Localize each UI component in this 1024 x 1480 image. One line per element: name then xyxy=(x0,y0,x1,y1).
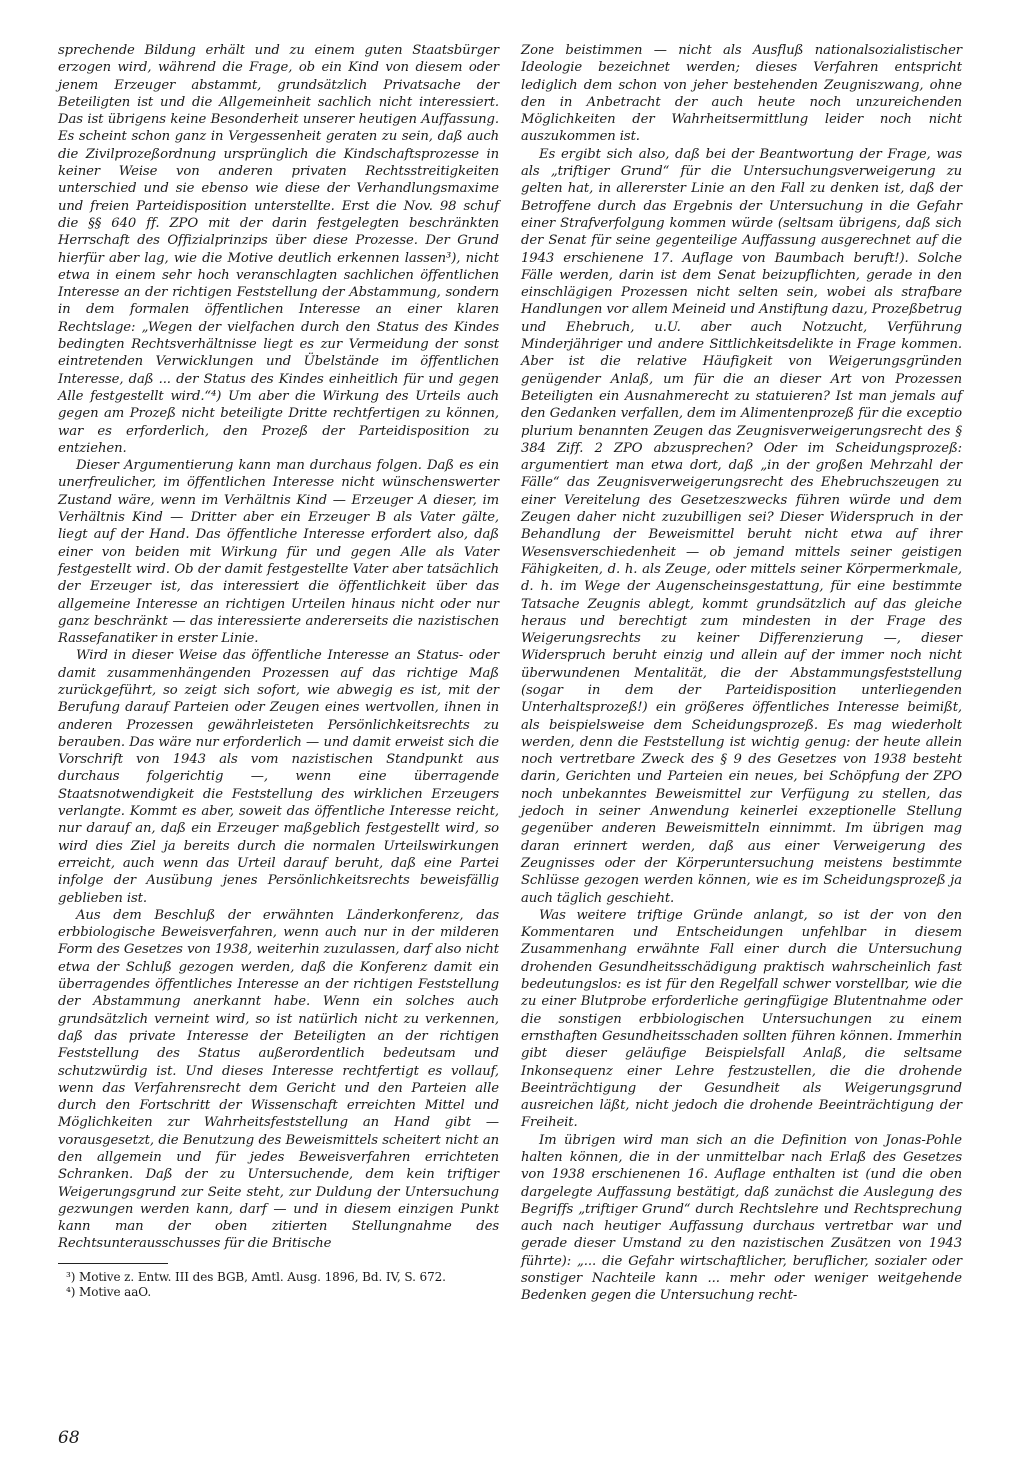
footnote: ⁴) Motive aaO. xyxy=(66,1284,152,1299)
paragraph: Zone beistimmen — nicht als Ausfluß nationalsozialistischer Ideologie bezeichnet werden; dieses Verfahren entspricht lediglich dem schon von jeher bestehenden Zeugniszwang, ohne den in Anbetracht der auch heute noch unzureichenden Möglichkeiten der Wahrheitsermittlung leider noch nicht auszukommen ist. xyxy=(521,43,962,145)
text-columns xyxy=(58,42,962,1305)
paragraph: sprechende Bildung erhält und zu einem guten Staatsbürger erzogen wird, während die Frage, ob ein Kind von diesem oder jenem Erzeuger abstammt, grundsätzlich Privatsache der Beteiligten ist und die Allgemeinheit sachlich nicht interessiert. Das ist übrigens keine Besonderheit unserer heutigen Auffassung. Es scheint schon ganz in Vergessenheit geraten zu sein, daß auch die Zivilprozeßordnung ursprünglich die Kindschaftsprozesse in keiner Weise von anderen privaten Rechtsstreitigkeiten unterschied und sie ebenso wie diese der Verhandlungsmaxime und freien Parteidisposition unterstellte. Erst die Nov. 98 schuf die §§ 640 ff. ZPO mit der darin festgelegten beschränkten Herrschaft des Offizialprinzips über diese Prozesse. Der Grund hierfür aber lag, wie die Motive deutlich erkennen lassen³), nicht etwa in einem sehr hoch veranschlagten sachlichen öffentlichen Interesse an der richtigen Feststellung der Abstammung, sondern in dem formalen öffentlichen Interesse an einer klaren Rechtslage: „Wegen der vielfachen durch den Status des Kindes bedingten Rechtsverhältnisse liegt es zur Vermeidung der sonst eintretenden Verwicklungen und Übelstände im öffentlichen Interesse, daß ... der Status des Kindes einheitlich für und gegen Alle festgestellt wird.“⁴) Um aber die Wirkung des Urteils auch gegen am Prozeß nicht beteiligte Dritte rechtfertigen zu können, war es erforderlich, den Prozeß der Parteidisposition zu entziehen. xyxy=(58,43,499,456)
paragraph: Dieser Argumentierung kann man durchaus folgen. Daß es ein unerfreulicher, im öffentlichen Interesse nicht wünschenswerter Zustand wäre, wenn im Verhältnis Kind — Erzeuger A dieser, im Verhältnis Kind — Dritter aber ein Erzeuger B als Vater gälte, liegt auf der Hand. Das öffentliche Interesse erfordert also, daß einer von beiden mit Wirkung für und gegen Alle als Vater festgestellt wird. Ob der damit festgestellte Vater aber tatsächlich der Erzeuger ist, das interessiert die öffentlichkeit über das allgemeine Interesse an richtigen Urteilen hinaus nicht oder nur ganz beschränkt — das interessierte andererseits die nazistischen Rassefanatiker in erster Linie. xyxy=(58,458,499,647)
paragraph: Im übrigen wird man sich an die Definition von Jonas-Pohle halten können, die in der unmittelbar nach Erlaß des Gesetzes von 1938 erschienenen 16. Auflage enthalten ist (und die oben dargelegte Auffassung bestätigt, daß zunächst die Auslegung des Begriffs „triftiger Grund“ durch Rechtslehre und Rechtsprechung auch nach heutiger Auffassung durchaus vertretbar war und gerade dieser Umstand zu den nazistischen Zusätzen von 1943 führte): „... die Gefahr wirtschaftlicher, beruflicher, sozialer oder sonstiger Nachteile kann ... mehr oder weniger weitgehende Bedenken gegen die Untersuchung recht- xyxy=(521,1132,962,1304)
paragraph: Es ergibt sich also, daß bei der Beantwortung der Frage, was als „triftiger Grund“ für die Untersuchungsverweigerung zu gelten hat, in allererster Linie an den Fall zu denken ist, daß der Betroffene durch das Ergebnis der Untersuchung in die Gefahr einer Strafverfolgung kommen würde (seltsam übrigens, daß sich der Senat für seine gegenteilige Auffassung ausgerechnet auf die 1943 erschienene 17. Auflage von Baumbach beruft!). Solche Fälle werden, darin ist dem Senat beizupflichten, gerade in den einschlägigen Prozessen nicht selten sein, wobei als strafbare Handlungen vor allem Meineid und Anstiftung dazu, Prozeßbetrug und Ehebruch, u.U. aber auch Notzucht, Verführung Minderjähriger und andere Sittlichkeitsdelikte in Frage kommen. Aber ist die relative Häufigkeit von Weigerungsgründen genügender Anlaß, um für die an dieser Art von Prozessen Beteiligten ein Ausnahmerecht zu statuieren? Ist man jemals auf den Gedanken verfallen, dem im Alimentenprozeß für die exceptio plurium benannten Zeugen das Zeugnisverweigerungsrecht des § 384 Ziff. 2 ZPO abzusprechen? Oder im Scheidungsprozeß: argumentiert man etwa dort, daß „in der großen Mehrzahl der Fälle“ das Zeugnisverweigerungsrecht des Ehebruchszeugen zu einer Vereitelung des Gesetzeszwecks führen würde und dem Zeugen daher nicht zuzubilligen sei? Dieser Widerspruch in der Behandlung der Beweismittel beruht nicht etwa auf ihrer Wesensverschiedenheit — ob jemand mittels seiner geistigen Fähigkeiten, d. h. als Zeuge, oder mittels seiner Körpermerkmale, d. h. im Wege der Augenscheinsgestattung, für eine bestimmte Tatsache Zeugnis ablegt, kommt grundsätzlich auf das gleiche heraus und berechtigt zum mindesten in der Frage des Weigerungsrechts zu keiner Differenzierung —, dieser Widerspruch beruht einzig und allein auf der immer noch nicht überwundenen Mentalität, die der Abstammungsfeststellung (sogar in dem der Parteidisposition unterliegenden Unterhaltsprozeß!) ein größeres öffentliches Interesse beimißt, als beispielsweise dem Scheidungsprozeß. Es mag wiederholt werden, denn die Feststellung ist wichtig genug: der heute allein noch vertretbare Zweck des § 9 des Gesetzes von 1938 besteht darin, Gerichten und Parteien ein neues, bei Schöpfung der ZPO noch unbekanntes Beweismittel zur Verfügung zu stellen, das jedoch in seiner Anwendung keinerlei exzeptionelle Stellung gegenüber anderen Beweismitteln einnimmt. Im übrigen mag daran erinnert werden, daß aus einer Verweigerung des Zeugnisses oder der Körperuntersuchung meistens bestimmte Schlüsse gezogen werden können, wie es im Scheidungsprozeß ja auch täglich geschieht. xyxy=(521,146,962,906)
paragraph: Wird in dieser Weise das öffentliche Interesse an Status- oder damit zusammenhängenden Prozessen auf das richtige Maß zurückgeführt, so zeigt sich sofort, wie abwegig es ist, mit der Berufung darauf Parteien oder Zeugen eines wertvollen, ihnen in anderen Prozessen gewährleisteten Persönlichkeitsrechts zu berauben. Das wäre nur erforderlich — und damit erweist sich die Vorschrift von 1943 als vom nazistischen Standpunkt aus durchaus folgerichtig —, wenn eine überragende Staatsnotwendigkeit die Feststellung des wirklichen Erzeugers verlangte. Kommt es aber, soweit das öffentliche Interesse reicht, nur darauf an, daß ein Erzeuger maßgeblich festgestellt wird, so wird dies Ziel ja bereits durch die normalen Urteilswirkungen erreicht, auch wenn das Urteil darauf beruht, daß eine Partei infolge der Ausübung jenes Persönlichkeitsrechts beweisfällig geblieben ist. xyxy=(58,648,499,906)
left-column xyxy=(58,42,499,1305)
footnote: ³) Motive z. Entw. III des BGB, Amtl. Ausg. 1896, Bd. IV, S. 672. xyxy=(66,1269,446,1284)
page-number: 68 xyxy=(58,1428,80,1448)
paragraph: Aus dem Beschluß der erwähnten Länderkonferenz, das erbbiologische Beweisverfahren, wenn auch nur in der milderen Form des Gesetzes von 1938, weiterhin zuzulassen, darf also nicht etwa der Schluß gezogen werden, daß die Konferenz damit ein überragendes öffentliches Interesse an der richtigen Feststellung der Abstammung anerkannt habe. Wenn ein solches auch grundsätzlich verneint wird, so ist natürlich nicht zu verkennen, daß das private Interesse der Beteiligten an der richtigen Feststellung des Status außerordentlich bedeutsam und schutzwürdig ist. Und dieses Interesse rechtfertigt es vollauf, wenn das Verfahrensrecht dem Gericht und den Parteien alle durch den Fortschritt der Wissenschaft erreichten Mittel und Möglichkeiten zur Wahrheitsfeststellung an Hand gibt — vorausgesetzt, die Benutzung des Beweismittels scheitert nicht an den allgemein und für jedes Beweisverfahren errichteten Schranken. Daß der zu Untersuchende, dem kein triftiger Weigerungsgrund zur Seite steht, zur Duldung der Untersuchung gezwungen werden kann, darf — und in diesem einzigen Punkt kann man der oben zitierten Stellungnahme des Rechtsunterausschusses für die Britische xyxy=(58,907,499,1252)
paragraph: Was weitere triftige Gründe anlangt, so ist der von den Kommentaren und Entscheidungen unfehlbar in diesem Zusammenhang erwähnte Fall einer durch die Untersuchung drohenden Gesundheitsschädigung praktisch wahrscheinlich fast bedeutungslos: es ist für den Regelfall schwer vorstellbar, wie die zu einer Blutprobe erforderliche geringfügige Blutentnahme oder die sonstigen erbbiologischen Untersuchungen zu einem ernsthaften Gesundheitsschaden sollten führen können. Immerhin gibt dieser geläufige Beispielsfall Anlaß, die seltsame Inkonsequenz einer Lehre festzustellen, die die drohende Beeinträchtigung der Gesundheit als Weigerungsgrund ausreichen läßt, nicht jedoch die drohende Beeinträchtigung der Freiheit. xyxy=(521,907,962,1131)
right-column xyxy=(521,42,962,1305)
footnotes xyxy=(58,1270,499,1300)
footnote-rule xyxy=(58,1263,168,1270)
